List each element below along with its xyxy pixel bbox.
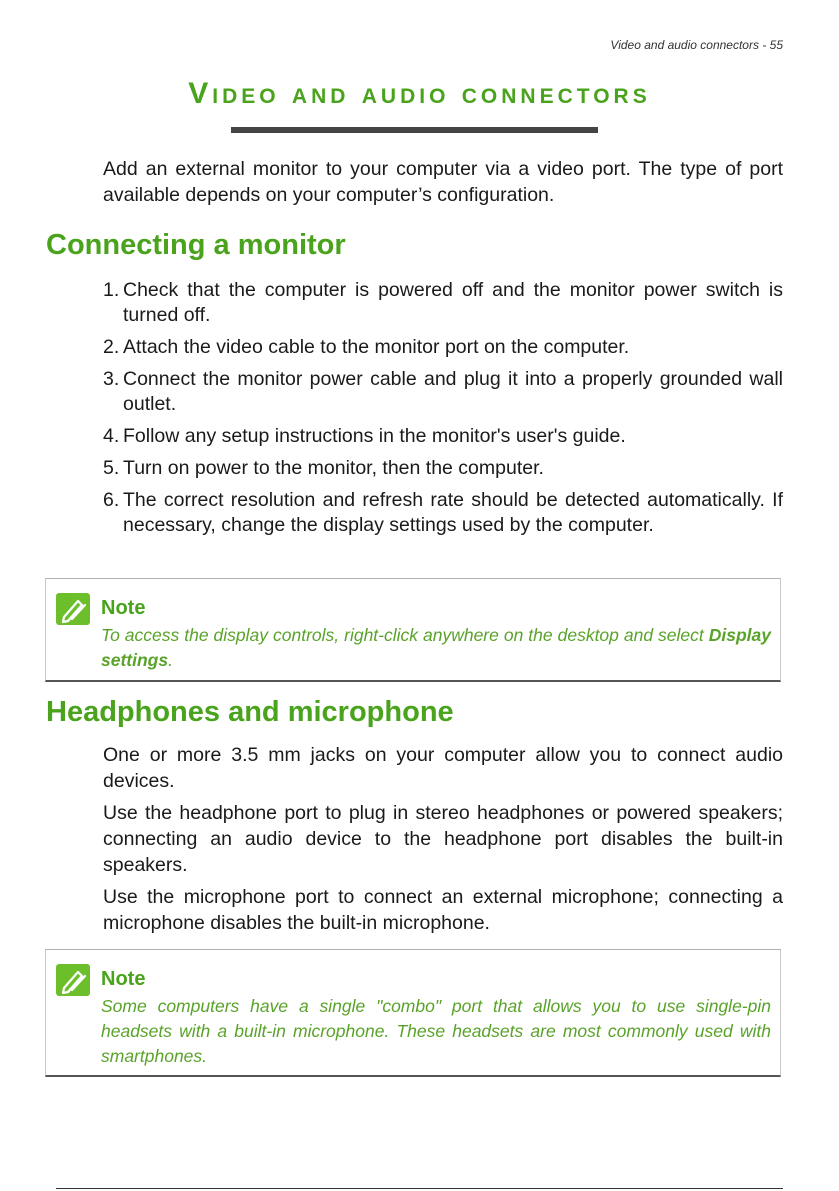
step-number: 2. (103, 336, 120, 358)
note-label: Note (101, 597, 146, 619)
step-item (103, 367, 783, 417)
intro-paragraph: Add an external monitor to your computer via a video port. The type of port available depends on your computer’s configuration. (103, 158, 783, 206)
section-heading-headphones-microphone: Headphones and microphone (46, 696, 454, 728)
chapter-title: Video and audio connectors (188, 77, 651, 110)
step-item (103, 424, 783, 449)
step-text: Attach the video cable to the monitor port on the computer. (123, 336, 630, 358)
footer-rule (56, 1188, 783, 1189)
chapter-title-underline (231, 127, 598, 133)
note-text (101, 623, 771, 673)
note-box-display-settings (45, 578, 781, 682)
step-text: Connect the monitor power cable and plug it into a properly grounded wall outlet. (123, 368, 783, 415)
monitor-steps-list (103, 278, 783, 545)
step-number: 6. (103, 489, 120, 511)
step-number: 4. (103, 425, 120, 447)
note-text-after: . (168, 650, 173, 670)
running-header: Video and audio connectors - 55 (610, 38, 783, 52)
step-number: 5. (103, 457, 120, 479)
step-number: 3. (103, 368, 120, 390)
section-heading-connecting-monitor: Connecting a monitor (46, 229, 346, 261)
step-item (103, 488, 783, 538)
step-number: 1. (103, 279, 120, 301)
note-text: Some computers have a single "combo" port that allows you to use single-pin headsets with a built-in microphone. These headsets are most commonly used with smartphones. (101, 996, 771, 1066)
note-text-before: To access the display controls, right-click anywhere on the desktop and select (101, 625, 709, 645)
step-text: Turn on power to the monitor, then the computer. (123, 457, 544, 479)
pencil-icon (56, 964, 90, 996)
note-label: Note (101, 968, 146, 990)
step-item (103, 278, 783, 328)
step-item (103, 335, 783, 360)
headphones-paragraph: Use the headphone port to plug in stereo headphones or powered speakers; connecting an audio device to the headphone port disables the built-in speakers. (103, 802, 783, 876)
headphones-paragraph: One or more 3.5 mm jacks on your computer allow you to connect audio devices. (103, 744, 783, 792)
note-box-combo-port (45, 949, 781, 1077)
step-text: Follow any setup instructions in the monitor's user's guide. (123, 425, 626, 447)
step-item (103, 456, 783, 481)
headphones-paragraph: Use the microphone port to connect an external microphone; connecting a microphone disables the built-in microphone. (103, 886, 783, 934)
step-text: The correct resolution and refresh rate should be detected automatically. If necessary, change the display settings used by the computer. (123, 489, 783, 536)
pencil-icon (56, 593, 90, 625)
step-text: Check that the computer is powered off and the monitor power switch is turned off. (123, 279, 783, 326)
note-text-emphasis: Display settings (101, 625, 771, 670)
